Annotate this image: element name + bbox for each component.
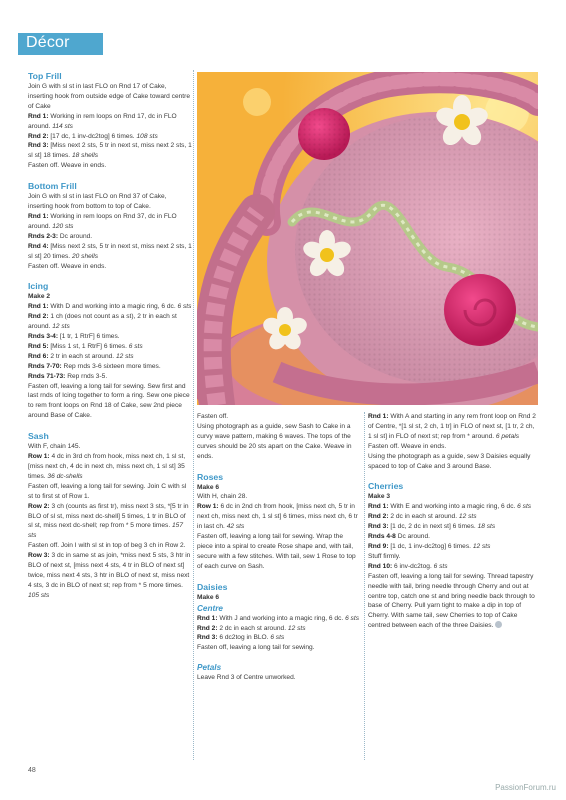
icing-rnd6: Rnd 6: 2 tr in each st around. 12 sts	[28, 352, 134, 360]
roses-make: Make 6	[197, 483, 219, 491]
sash-mid: Fasten off, leaving a long tail for sewing. Join C with sl st to first st of Row 1.	[28, 482, 187, 500]
daisies-sewing: Using the photograph as a guide, sew 3 Daisies equally spaced to top of Cake and 3 around Base.	[368, 452, 531, 470]
cherries-rnd3: Rnd 3: [1 dc, 2 dc in next st] 6 times. 18 sts	[368, 523, 496, 531]
sash-fasten-off: Fasten off.	[197, 413, 229, 420]
roses-chain: With H, chain 28.	[197, 493, 248, 501]
centre-rnd1: Rnd 1: With J and working into a magic ring, 6 dc. 6 sts	[197, 614, 359, 622]
right-column	[368, 412, 536, 631]
sash-row1: Row 1: 4 dc in 3rd ch from hook, miss next ch, 1 sl st, [miss next ch, 4 dc in next ch, miss next ch, 1 sl st] 35 times. 36 dc-shells	[28, 453, 186, 480]
roses-end: Fasten off, leaving a long tail for sewing. Wrap the piece into a spiral to create Rose shape and, with tail, secure with a few stitches. With tail, sew 1 Rose to top of each curve on Sash.	[197, 533, 356, 570]
cherries-rnd9: Rnd 9: [1 dc, 1 inv-dc2tog] 6 times. 12 sts	[368, 542, 491, 550]
cherries-rnd10: Rnd 10: 6 inv-dc2tog. 6 sts	[368, 562, 448, 570]
icing-rnds3-4: Rnds 3-4: [1 tr, 1 RtrF] 6 times.	[28, 333, 120, 341]
column-divider	[364, 412, 365, 760]
icing-rnd1: Rnd 1: With D and working into a magic ring, 6 dc. 6 sts	[28, 303, 192, 311]
top-frill-rnd3: Rnd 3: [Miss next 2 sts, 5 tr in next st, miss next 2 sts, 1 sl st] 18 times. 18 shells	[28, 142, 192, 160]
sash-heading: Sash	[28, 431, 49, 442]
crochet-cake-photo	[197, 72, 538, 405]
petals-rnd1: Rnd 1: With A and starting in any rem front loop on Rnd 2 of Centre, *[1 sl st, 2 ch, 1 tr] in FLO of next st, [1 tr, 2 ch, 1 sl st] in FLO of next st; rep from * around. 6 petals	[368, 413, 536, 440]
sash-mid2: Fasten off. Join I with sl st in top of beg 3 ch in Row 2.	[28, 542, 186, 550]
top-frill-intro: Join G with sl st in last FLO on Rnd 17 of Cake, inserting hook from outside edge of Cake toward centre of Cake	[28, 83, 191, 110]
top-frill-heading: Top Frill	[28, 71, 62, 81]
top-frill-end: Fasten off. Weave in ends.	[28, 162, 107, 170]
cherries-stuff: Stuff firmly.	[368, 552, 401, 560]
cherries-rnd2: Rnd 2: 2 dc in each st around. 12 sts	[368, 513, 477, 521]
left-column	[28, 70, 192, 601]
section-header	[18, 33, 103, 55]
icing-rnd5: Rnd 5: [Miss 1 st, 1 RtrF] 6 times. 6 sts	[28, 342, 143, 350]
section-title: Décor	[26, 34, 70, 51]
centre-end: Fasten off, leaving a long tail for sewing.	[197, 644, 315, 652]
sash-row3: Row 3: 3 dc in same st as join, *miss next 5 sts, 3 htr in BLO of next st, [miss next 4 sts, 4 tr in BLO of next st] twice, miss next 4 sts, 3 htr in BLO of next st, miss next 4 sts, 3 dc in BLO of next st; rep from * 5 more times. 105 sts	[28, 552, 191, 599]
cherries-rnds4-8: Rnds 4-8 Dc around.	[368, 533, 430, 541]
cherries-make: Make 3	[368, 493, 390, 501]
middle-column	[197, 412, 360, 683]
sash-sewing: Using photograph as a guide, sew Sash to Cake in a curvy wave pattern, making 6 waves. The tops of the curves should be 20 sts apart on the Cake. Weave in ends.	[197, 422, 352, 460]
end-mark-icon	[495, 621, 502, 628]
roses-row1: Row 1: 6 dc in 2nd ch from hook, [miss next ch, 5 tr in next ch, miss next ch, 1 sl st] 6 times, miss next ch, 6 tr in last ch. 42 sts	[197, 503, 358, 531]
icing-heading: Icing	[28, 281, 49, 292]
bottom-frill-end: Fasten off. Weave in ends.	[28, 262, 107, 270]
watermark: PassionForum.ru	[495, 783, 556, 792]
petals-end: Fasten off. Weave in ends.	[368, 442, 447, 450]
bottom-frill-heading: Bottom Frill	[28, 181, 77, 192]
petals-heading: Petals	[197, 663, 222, 673]
daisies-make: Make 6	[197, 593, 219, 601]
bottom-frill-rnd4: Rnd 4: [Miss next 2 sts, 5 tr in next st, miss next 2 sts, 1 sl st] 20 times. 20 shells	[28, 242, 192, 260]
cherries-rnd1: Rnd 1: With E and working into a magic ring, 6 dc. 6 sts	[368, 503, 532, 511]
icing-rnd2: Rnd 2: 1 ch (does not count as a st), 2 tr in each st around. 12 sts	[28, 313, 177, 331]
daisies-heading: Daisies	[197, 581, 228, 592]
centre-rnd3: Rnd 3: 6 dc2tog in BLO. 6 sts	[197, 634, 285, 642]
centre-heading: Centre	[197, 603, 223, 613]
page-number: 48	[28, 767, 36, 774]
bottom-frill-intro: Join G with sl st in last FLO on Rnd 37 of Cake, inserting hook from bottom to top of Cake.	[28, 193, 167, 211]
sash-chain: With F, chain 145.	[28, 443, 81, 451]
icing-make: Make 2	[28, 293, 50, 301]
column-divider	[193, 70, 194, 760]
petals-text: Leave Rnd 3 of Centre unworked.	[197, 674, 296, 682]
icing-rnds71-73: Rnds 71-73: Rep rnds 3-5.	[28, 372, 108, 380]
roses-heading: Roses	[197, 471, 224, 482]
bottom-frill-rnd1: Rnd 1: Working in rem loops on Rnd 37, dc in FLO around. 120 sts	[28, 212, 177, 230]
icing-end: Fasten off, leaving a long tail for sewing. Sew first and last rnds of Icing together to form a ring. Sew one piece to rem front loops on Rnd 18 of Cake, sew 2nd piece around Base of Cake.	[28, 382, 190, 420]
icing-rnds7-70: Rnds 7-70: Rep rnds 3-6 sixteen more times.	[28, 362, 161, 370]
top-frill-rnd2: Rnd 2: [17 dc, 1 inv-dc2tog] 6 times. 108 sts	[28, 132, 158, 140]
cherries-heading: Cherries	[368, 481, 404, 492]
bottom-frill-rnds2-3: Rnds 2-3: Dc around.	[28, 232, 93, 240]
top-frill-rnd1: Rnd 1: Working in rem loops on Rnd 17, dc in FLO around. 114 sts	[28, 112, 177, 130]
cherries-end: Fasten off, leaving a long tail for sewing. Thread tapestry needle with tail, bring needle through Cherry and out at centre top, catch one st and bring needle back through to base of Cherry. Pull yarn tight to make a dip in top of Cherry. With same tail, sew Cherries to top of Cake centred between each of the three Daisies.	[368, 572, 535, 630]
centre-rnd2: Rnd 2: 2 dc in each st around. 12 sts	[197, 624, 306, 632]
sash-row2: Row 2: 3 ch (counts as first tr), miss next 3 sts, *[5 tr in BLO of sl st, miss next dc-shell] 5 times, 1 tr in BLO of sl st, miss next dc-shell; rep from * 5 more times. 157 sts	[28, 502, 189, 540]
